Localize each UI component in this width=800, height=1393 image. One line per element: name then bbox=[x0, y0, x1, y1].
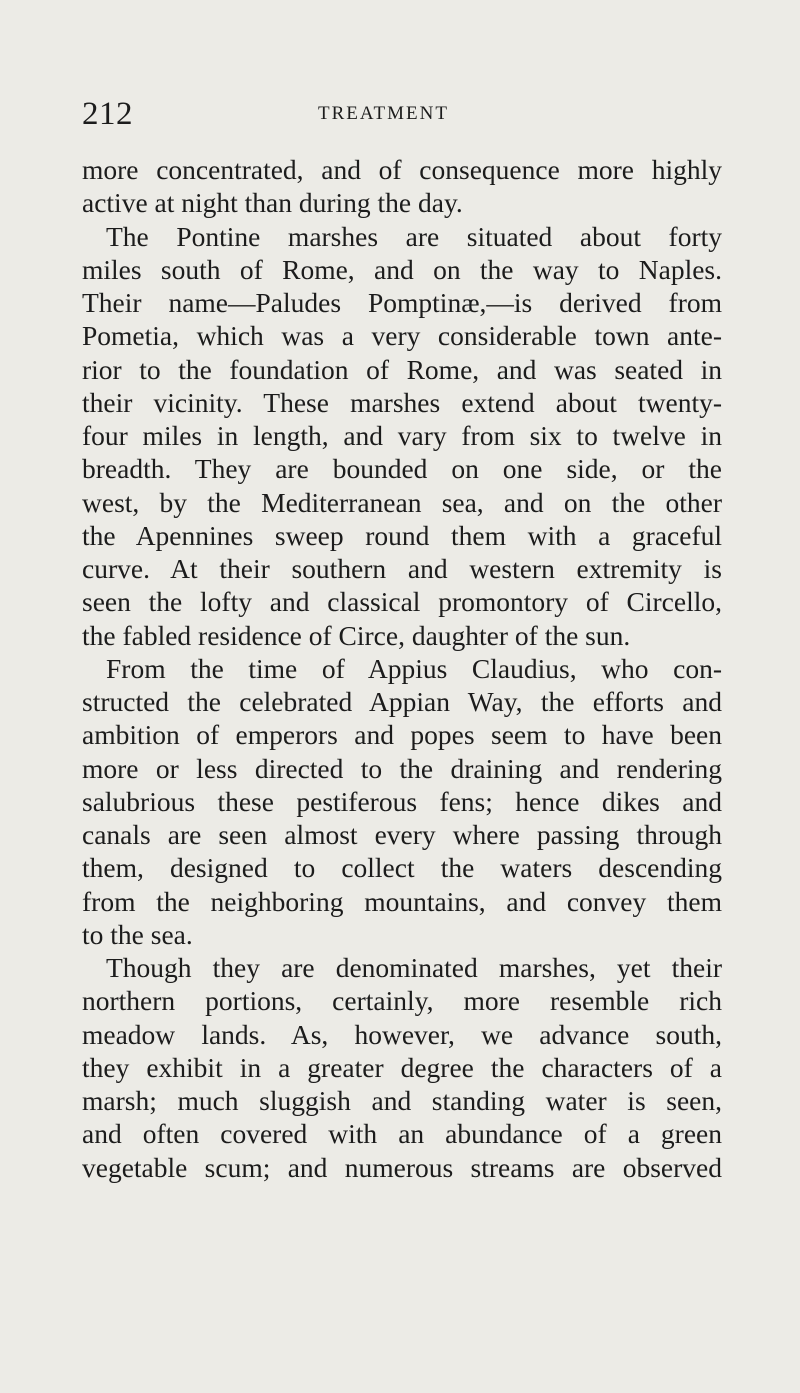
text-line: rior to the foundation of Rome, and was seated in bbox=[82, 353, 722, 385]
text-line: From the time of Appius Claudius, who con- bbox=[106, 652, 722, 684]
text-line: them, designed to collect the waters descending bbox=[82, 852, 722, 884]
text-line: to the sea. bbox=[82, 918, 193, 950]
text-line: ambition of emperors and popes seem to have been bbox=[82, 719, 722, 751]
text-line: the fabled residence of Circe, daughter of the sun. bbox=[82, 619, 631, 651]
text-line: Their name—Paludes Pomptinæ,—is derived from bbox=[82, 287, 722, 318]
text-line: seen the lofty and classical promontory of Circello, bbox=[82, 586, 722, 618]
text-line: more concentrated, and of consequence more highly bbox=[82, 154, 722, 185]
text-line: vegetable scum; and numerous streams are observed bbox=[82, 1151, 722, 1183]
text-line: Though they are denominated marshes, yet their bbox=[106, 952, 722, 983]
running-head: TREATMENT bbox=[318, 103, 449, 124]
text-line: their vicinity. These marshes extend about twenty- bbox=[82, 386, 722, 418]
text-line: salubrious these pestiferous fens; hence dikes and bbox=[82, 785, 722, 817]
text-line: west, by the Mediterranean sea, and on the other bbox=[82, 486, 722, 518]
text-line: and often covered with an abundance of a green bbox=[82, 1118, 722, 1150]
text-line: from the neighboring mountains, and convey them bbox=[82, 885, 722, 917]
text-line: four miles in length, and vary from six to twelve in bbox=[82, 420, 722, 451]
text-line: structed the celebrated Appian Way, the efforts and bbox=[82, 686, 722, 717]
text-line: Pometia, which was a very considerable town ante- bbox=[82, 320, 722, 352]
text-line: northern portions, certainly, more resemble rich bbox=[82, 985, 722, 1017]
text-line: meadow lands. As, however, we advance south, bbox=[82, 1018, 722, 1050]
text-line: they exhibit in a greater degree the characters of a bbox=[82, 1051, 722, 1083]
text-line: active at night than during the day. bbox=[82, 187, 463, 219]
text-line: marsh; much sluggish and standing water is seen, bbox=[82, 1085, 722, 1116]
text-line: more or less directed to the draining and rendering bbox=[82, 752, 722, 784]
text-line: curve. At their southern and western extremity is bbox=[82, 553, 722, 584]
text-line: miles south of Rome, and on the way to Naples. bbox=[82, 253, 722, 285]
body-text bbox=[82, 153, 722, 1184]
page-header bbox=[82, 96, 722, 136]
page-number: 212 bbox=[82, 96, 133, 132]
text-line: The Pontine marshes are situated about forty bbox=[106, 220, 722, 252]
text-line: breadth. They are bounded on one side, or the bbox=[82, 453, 722, 485]
text-line: the Apennines sweep round them with a graceful bbox=[82, 519, 722, 551]
text-line: canals are seen almost every where passing through bbox=[82, 819, 722, 850]
